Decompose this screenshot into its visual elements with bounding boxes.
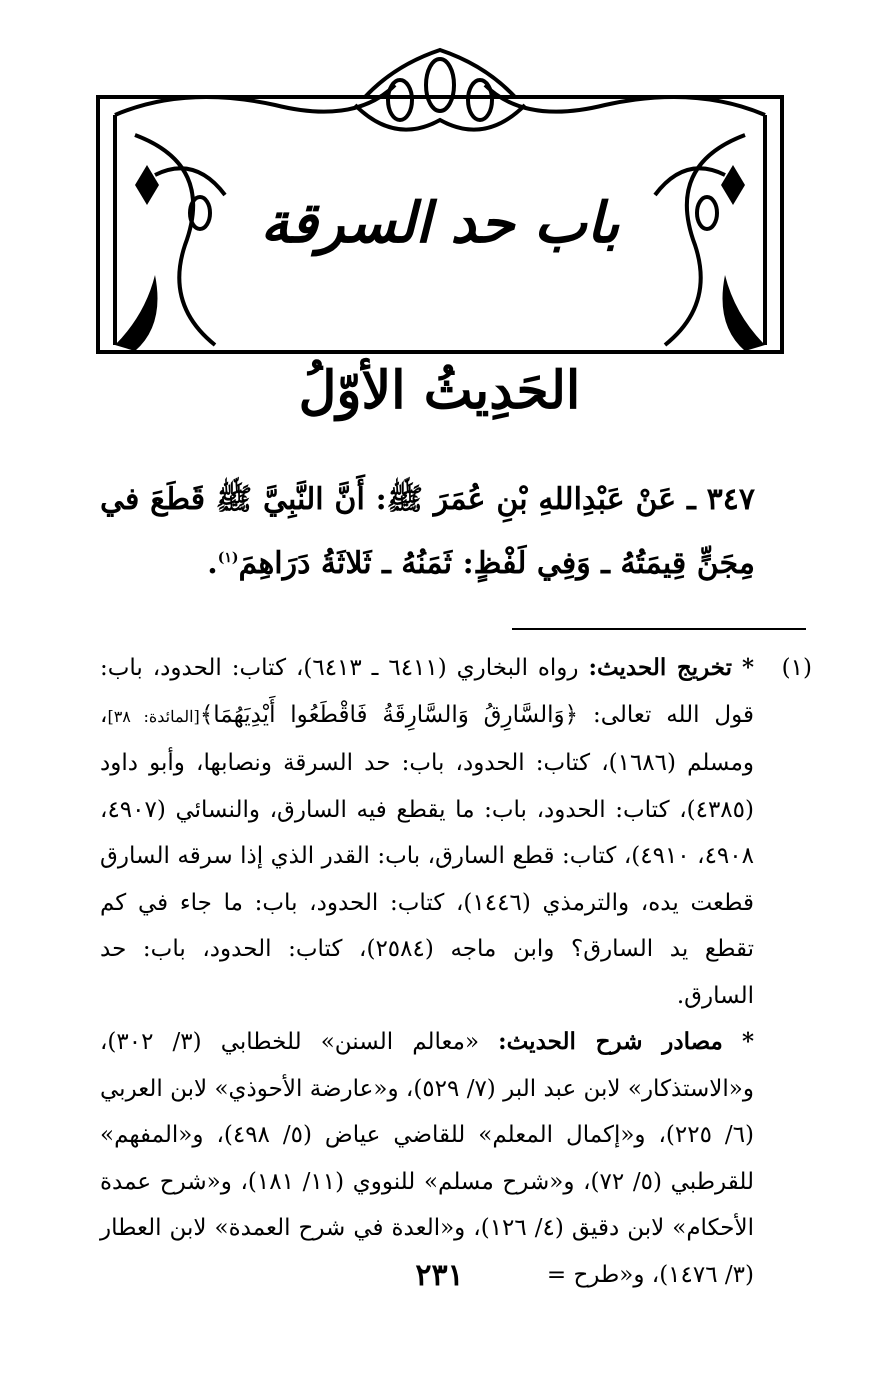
sources-paragraph — [100, 1019, 812, 1298]
footnote-reference[interactable]: (١) — [217, 550, 239, 566]
page-number: ٢٣١ — [415, 1258, 464, 1293]
hadith-text — [100, 468, 755, 596]
chapter-title: باب حد السرقة — [260, 190, 620, 256]
takhrij-body: رواه البخاري (٦٤١١ ـ ٦٤١٣)، كتاب: الحدود، باب: قول الله تعالى: ﴿وَالسَّارِقُ وَالسَّارِقَةُ فَاقْطَعُوا أَيْدِيَهُمَا﴾ — [100, 655, 754, 728]
takhrij-rest: ، ومسلم (١٦٨٦)، كتاب: الحدود، باب: حد السرقة ونصابها، وأبو داود (٤٣٨٥)، كتاب: الحدود، باب: ما يقطع فيه السارق، والنسائي (٤٩٠٧، ٤٩٠٨، ٤٩١٠)، كتاب: قطع السارق، باب: القدر الذي إذا سرقه السارق قطعت يده، والترمذي (١٤٤٦)، كتاب: الحدود، باب: ما جاء في كم تقطع يد السارق؟ وابن ماجه (٢٥٨٤)، كتاب: الحدود، باب: حد السارق. — [100, 701, 754, 1009]
footnotes-section — [100, 645, 812, 1298]
hadith-number: ٣٤٧ — [706, 482, 755, 517]
hadith-line1: ـ عَنْ عَبْدِاللهِ بْنِ عُمَرَ ﷺ: أَنَّ النَّبِيَّ ﷺ قَطَعَ في مِجَنٍّ — [100, 482, 755, 581]
hadith-end: . — [207, 546, 218, 581]
masader-body: «معالم السنن» للخطابي (٣/ ٣٠٢)، و«الاستذكار» لابن عبد البر (٧/ ٥٢٩)، و«عارضة الأحوذي» لابن العربي (٦/ ٢٢٥)، و«إكمال المعلم» للقاضي عياض (٥/ ٤٩٨)، و«المفهم» للقرطبي (٥/ ٧٢)، و«شرح مسلم» للنووي (١١/ ١٨١)، و«شرح عمدة الأحكام» لابن دقيق (٤/ ١٢٦)، و«العدة في شرح العمدة» لابن العطار (٣/ ١٤٧٦)، و«طرح = — [100, 1029, 755, 1288]
hadith-heading: الحَدِيثُ الأوّلُ — [298, 360, 581, 421]
hadith-line2: قِيمَتُهُ ـ وَفِي لَفْظٍ: ثَمَنُهُ ـ ثَلاثَةُ دَرَاهِمَ — [238, 546, 687, 581]
star-bullet: * — [741, 654, 754, 681]
footnote-1 — [100, 645, 812, 1019]
quran-reference: [المائدة: ٣٨] — [107, 706, 200, 726]
masader-label: مصادر شرح الحديث: — [498, 1028, 723, 1055]
footnote-divider — [512, 628, 806, 630]
star-bullet: * — [741, 1028, 754, 1055]
footnote-marker: (١) — [781, 655, 812, 681]
takhrij-label: تخريج الحديث: — [588, 654, 733, 681]
